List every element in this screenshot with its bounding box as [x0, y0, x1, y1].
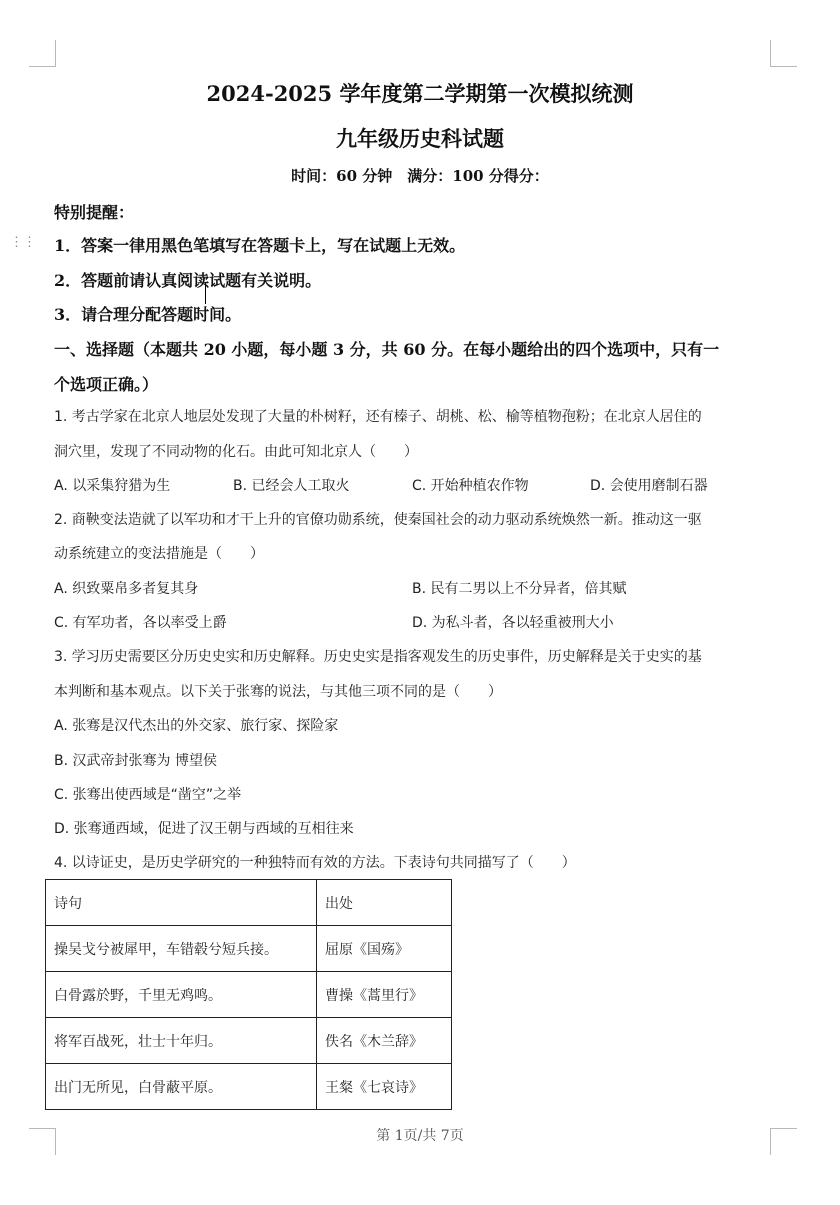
notice-item: 2．答题前请认真阅读试题有关说明。: [54, 271, 322, 290]
question-2-stem: 动系统建立的变法措施是（ ）: [54, 546, 264, 562]
notice-item: 1．答案一律用黑色笔填写在答题卡上，写在试题上无效。: [54, 236, 466, 255]
table-cell: 出门无所见，白骨蔽平原。: [46, 1064, 317, 1110]
title-line-2: 九年级历史科试题: [336, 126, 504, 151]
table-cell: 王粲《七哀诗》: [317, 1064, 452, 1110]
q2-option-d: D. 为私斗者，各以轻重被刑大小: [412, 615, 614, 631]
q3-option-a: A. 张骞是汉代杰出的外交家、旅行家、探险家: [54, 718, 339, 734]
table-cell: 将军百战死，壮士十年归。: [46, 1018, 317, 1064]
table-row: [46, 1064, 452, 1110]
q1-option-a: A. 以采集狩猎为生: [54, 478, 171, 494]
drag-handle-icon[interactable]: ⋮⋮: [10, 235, 36, 250]
table-cell: 屈原《国殇》: [317, 926, 452, 972]
question-1-stem: 1. 考古学家在北京人地层处发现了大量的朴树籽，还有榛子、胡桃、松、榆等植物孢粉；在北京人居住的: [54, 409, 702, 425]
section-heading: 一、选择题（本题共 20 小题，每小题 3 分，共 60 分。在每小题给出的四个选项中，只有一: [54, 340, 720, 359]
question-3-stem: 本判断和基本观点。以下关于张骞的说法，与其他三项不同的是（ ）: [54, 684, 502, 700]
page-number: 第 1页/共 7页: [376, 1128, 464, 1144]
poem-table: [45, 879, 452, 1110]
table-header-cell: 出处: [317, 880, 452, 926]
table-row: [46, 926, 452, 972]
table-cell: 曹操《蒿里行》: [317, 972, 452, 1018]
table-cell: 佚名《木兰辞》: [317, 1018, 452, 1064]
table-row: [46, 972, 452, 1018]
section-heading-cont: 个选项正确。）: [54, 375, 159, 394]
table-row: [46, 1018, 452, 1064]
table-cell: 操吴戈兮被犀甲，车错毂兮短兵接。: [46, 926, 317, 972]
crop-mark-top-right: [770, 40, 797, 67]
question-4-stem: 4. 以诗证史，是历史学研究的一种独特而有效的方法。下表诗句共同描写了（ ）: [54, 855, 576, 871]
question-3-stem: 3. 学习历史需要区分历史史实和历史解释。历史史实是指客观发生的历史事件，历史解释是关于史实的基: [54, 649, 702, 665]
notice-heading: 特别提醒：: [54, 203, 135, 222]
q3-option-c: C. 张骞出使西域是“凿空”之举: [54, 787, 242, 803]
q2-option-a: A. 织致粟帛多者复其身: [54, 581, 199, 597]
table-cell: 白骨露於野，千里无鸡鸣。: [46, 972, 317, 1018]
exam-info: 时间：60 分钟 满分：100 分得分：: [291, 167, 549, 185]
q2-option-c: C. 有军功者，各以率受上爵: [54, 615, 227, 631]
q3-option-d: D. 张骞通西域，促进了汉王朝与西域的互相往来: [54, 821, 354, 837]
q3-option-b: B. 汉武帝封张骞为 博望侯: [54, 753, 217, 769]
notice-item: 3．请合理分配答题时间。: [54, 305, 242, 324]
q2-option-b: B. 民有二男以上不分异者，倍其赋: [412, 581, 627, 597]
question-2-stem: 2. 商鞅变法造就了以军功和才干上升的官僚功勋系统，使秦国社会的动力驱动系统焕然一新。推动这一驱: [54, 512, 702, 528]
table-header-cell: 诗句: [46, 880, 317, 926]
q1-option-c: C. 开始种植农作物: [412, 478, 529, 494]
title-line-1: 2024-2025 学年度第二学期第一次模拟统测: [206, 81, 634, 106]
q1-option-d: D. 会使用磨制石器: [590, 478, 708, 494]
crop-mark-top-left: [29, 40, 56, 67]
table-header-row: [46, 880, 452, 926]
question-1-stem: 洞穴里，发现了不同动物的化石。由此可知北京人（ ）: [54, 444, 418, 460]
q1-option-b: B. 已经会人工取火: [233, 478, 350, 494]
